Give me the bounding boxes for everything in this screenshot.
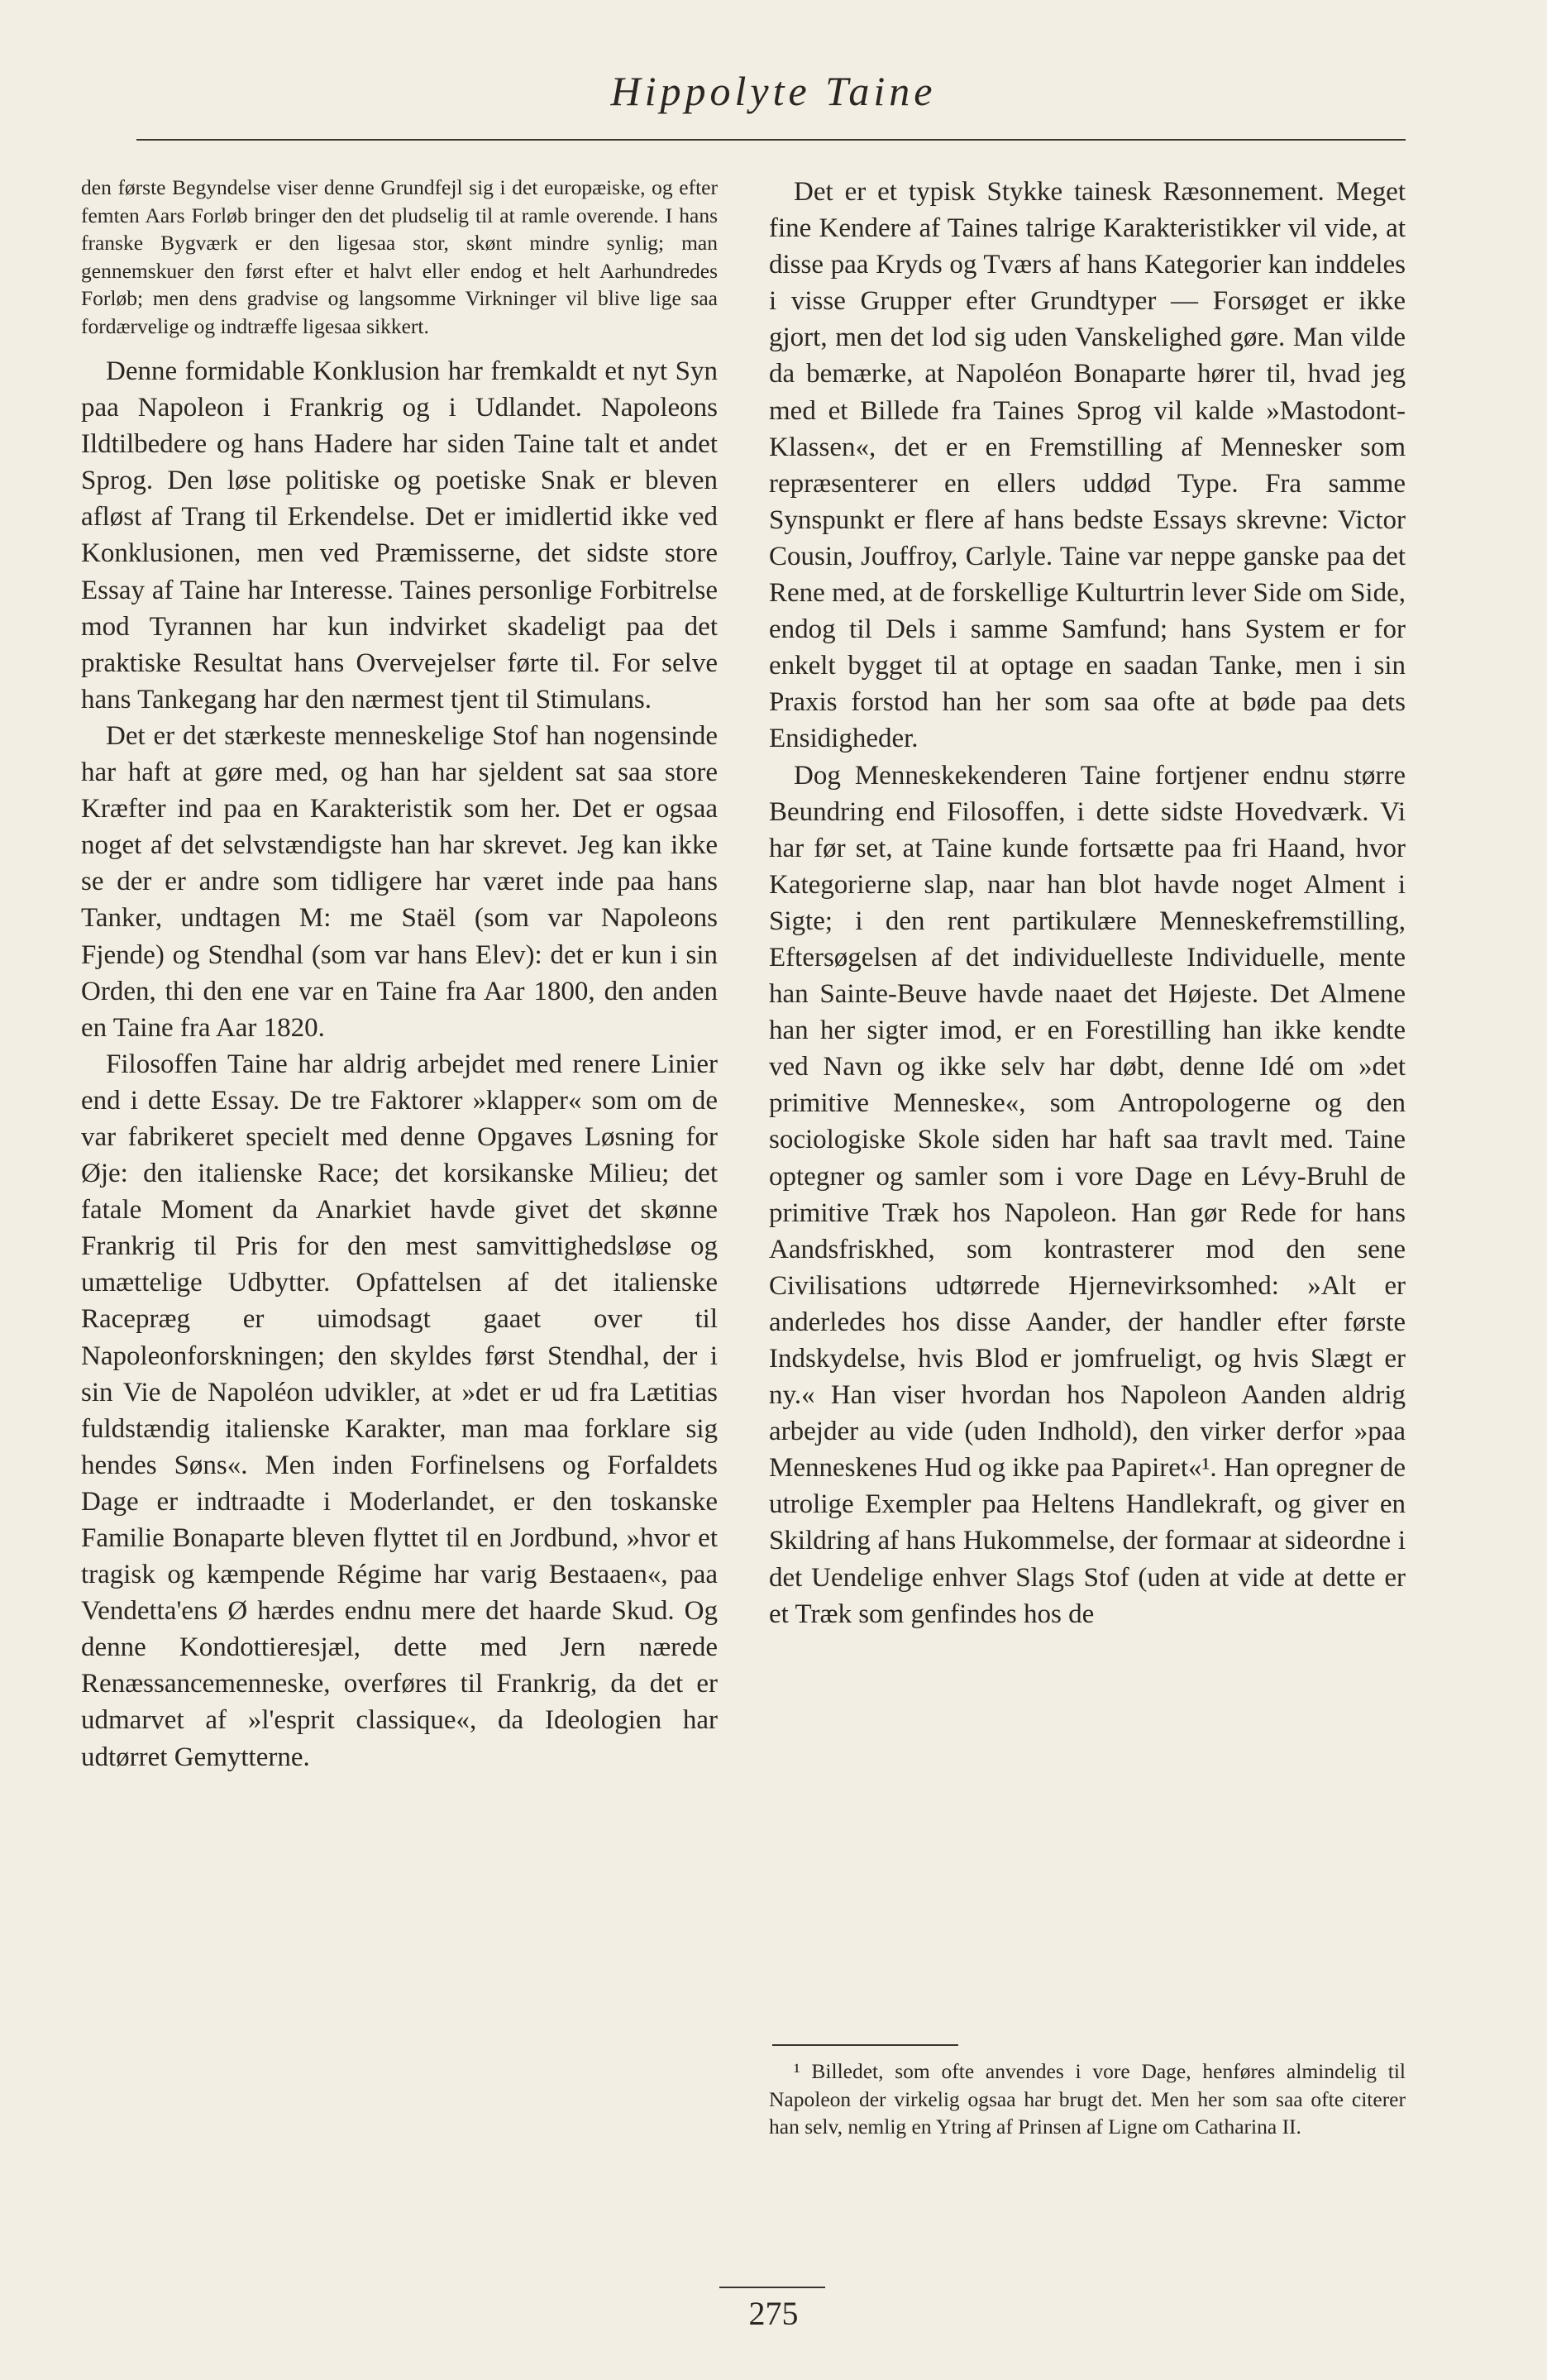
left-column <box>81 174 718 1775</box>
paragraph: Dog Menneskekenderen Taine fortjener endnu større Beundring end Filosoffen, i dette sidste Hovedværk. Vi har før set, at Taine kunde fortsætte paa fri Haand, hvor Kategorierne slap, naar han blot havde noget Alment i Sigte; i den rent partikulære Menneskefremstilling, Eftersøgelsen af det individuelleste Individuelle, mente han Sainte-Beuve havde naaet det Højeste. Det Almene han her sigter imod, er en Forestilling han ikke kendte ved Navn og ikke selv har døbt, denne Idé om »det primitive Menneske«, som Antropologerne og den sociologiske Skole siden har haft saa travlt med. Taine optegner og samler som i vore Dage en Lévy-Bruhl de primitive Træk hos Napoleon. Han gør Rede for hans Aandsfriskhed, som kontrasterer mod den sene Civilisations udtørrede Hjernevirksomhed: »Alt er anderledes hos disse Aander, der handler efter første Indskydelse, hvis Blod er jomfrueligt, og hvis Slægt er ny.« Han viser hvordan hos Napoleon Aanden aldrig arbejder au vide (uden Indhold), den virker derfor »paa Menneskenes Hud og ikke paa Papiret«¹. Han opregner de utrolige Exempler paa Heltens Handlekraft, og giver en Skildring af hans Hukommelse, der formaar at sideordne i det Uendelige enhver Slags Stof (uden at vide at dette er et Træk som genfindes hos de <box>769 760 1406 1629</box>
paragraph: Filosoffen Taine har aldrig arbejdet med renere Linier end i dette Essay. De tre Faktorer »klapper« som om de var fabrikeret specielt med denne Opgaves Løsning for Øje: den italienske Race; det korsikanske Milieu; det fatale Moment da Anarkiet havde givet det skønne Frankrig til Pris for den mest samvittighedsløse og umættelige Udbytter. Opfattelsen af det italienske Racepræg er uimodsagt gaaet over til Napoleonforskningen; den skyldes først Stendhal, der i sin Vie de Napoléon udvikler, at »det er ud fra Lætitias fuldstændig italienske Karakter, man maa forklare sig hendes Søns«. Men inden Forfinelsens og Forfaldets Dage er indtraadte i Moderlandet, er den toskanske Familie Bonaparte bleven flyttet til en Jordbund, »hvor et tragisk og kæmpende Régime har varig Bestaaen«, paa Vendetta'ens Ø hærdes endnu mere det haarde Skud. Og denne Kondottieresjæl, dette med Jern nærede Renæssancemenneske, overføres til Frankrig, da det er udmarvet af »l'esprit classique«, da Ideologien har udtørret Gemytterne. <box>81 1049 718 1772</box>
footnote: ¹ Billedet, som ofte anvendes i vore Dage, henføres almindelig til Napoleon der virkelig ogsaa har brugt det. Men her som saa ofte citerer han selv, nemlig en Ytring af Prinsen af Ligne om Catharina II. <box>769 2059 1406 2139</box>
paragraph: Denne formidable Konklusion har fremkaldt et nyt Syn paa Napoleon i Frankrig og i Udlandet. Napoleons Ildtilbedere og hans Hadere har siden Taine talt et andet Sprog. Den løse politiske og poetiske Snak er bleven afløst af Trang til Erkendelse. Det er imidlertid ikke ved Konklusionen, men ved Præmisserne, det sidste store Essay af Taine har Interesse. Taines personlige Forbitrelse mod Tyrannen har kun indvirket skadeligt paa det praktiske Resultat hans Overvejelser førte til. For selve hans Tankegang har den nærmest tjent til Stimulans. <box>81 356 718 714</box>
footnote-rule <box>772 2044 958 2046</box>
paragraph: Det er det stærkeste menneskelige Stof han nogensinde har haft at gøre med, og han har sjeldent sat saa store Kræfter ind paa en Karakteristik som her. Det er ogsaa noget af det selvstændigste han har skrevet. Jeg kan ikke se der er andre som tidligere har været inde paa hans Tanker, undtagen M: me Staël (som var Napoleons Fjende) og Stendhal (som var hans Elev): det er kun i sin Orden, thi den ene var en Taine fra Aar 1800, den anden en Taine fra Aar 1820. <box>81 720 718 1043</box>
running-head: Hippolyte Taine <box>610 68 937 114</box>
page-number: 275 <box>748 2295 799 2332</box>
right-column <box>769 174 1406 1632</box>
header-rule <box>136 139 1406 141</box>
continued-small-paragraph: den første Begyndelse viser denne Grundfejl sig i det europæiske, og efter femten Aars Forløb bringer den det pludselig til at ramle overende. I hans franske Bygværk er den ligesaa stor, skønt mindre synlig; man gennemskuer den først efter et halvt eller endog et helt Aarhundredes Forløb; men dens gradvise og langsomme Virkninger vil blive lige saa fordærvelige og indtræffe ligesaa sikkert. <box>81 175 718 338</box>
folio-rule <box>719 2287 825 2288</box>
paragraph: Det er et typisk Stykke tainesk Ræsonnement. Meget fine Kendere af Taines talrige Karakteristikker vil vide, at disse paa Kryds og Tværs af hans Kategorier kan inddeles i visse Grupper efter Grundtyper — Forsøget er ikke gjort, men det lod sig uden Vanskelighed gøre. Man vilde da bemærke, at Napoléon Bonaparte hører til, hvad jeg med et Billede fra Taines Sprog vil kalde »Mastodont-Klassen«, det er en Fremstilling af Mennesker som repræsenterer en ellers uddød Type. Fra samme Synspunkt er flere af hans bedste Essays skrevne: Victor Cousin, Jouffroy, Carlyle. Taine var neppe ganske paa det Rene med, at de forskellige Kulturtrin lever Side om Side, endog til Dels i samme Samfund; hans System er for enkelt bygget til at optage en saadan Tanke, men i sin Praxis forstod han her som saa ofte at bøde paa dets Ensidigheder. <box>769 177 1406 754</box>
